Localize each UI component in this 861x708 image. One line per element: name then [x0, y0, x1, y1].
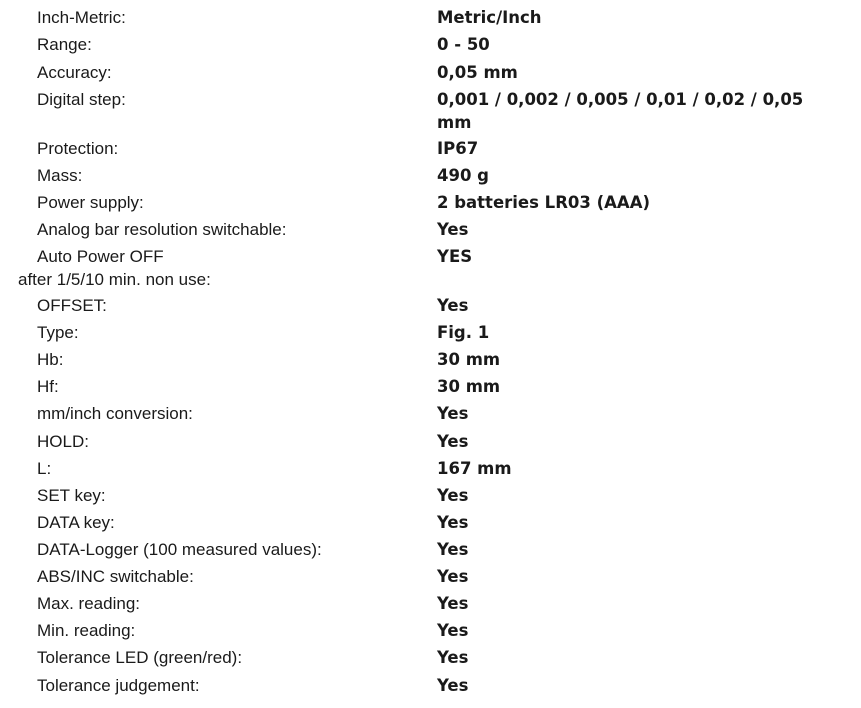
spec-label: Min. reading:: [37, 621, 136, 640]
spec-value: 30 mm: [437, 350, 501, 369]
spec-label: ABS/INC switchable:: [37, 567, 194, 586]
spec-value: IP67: [437, 139, 479, 158]
spec-value: 490 g: [437, 166, 489, 185]
spec-value: Yes: [437, 513, 469, 532]
spec-value: Yes: [437, 404, 469, 423]
spec-label: L:: [37, 459, 52, 478]
spec-label: DATA-Logger (100 measured values):: [37, 540, 322, 559]
spec-label: Mass:: [37, 166, 83, 185]
spec-value: Yes: [437, 432, 469, 451]
spec-label: Power supply:: [37, 193, 144, 212]
spec-value: Metric/Inch: [437, 8, 542, 27]
spec-value: Yes: [437, 540, 469, 559]
spec-value: Yes: [437, 296, 469, 315]
spec-value: Yes: [437, 621, 469, 640]
spec-value: 0 - 50: [437, 35, 490, 54]
spec-value: 0,001 / 0,002 / 0,005 / 0,01 / 0,02 / 0,05 mm: [437, 90, 804, 132]
spec-label: Max. reading:: [37, 594, 140, 613]
spec-value: YES: [437, 247, 473, 266]
spec-label: OFFSET:: [37, 296, 107, 315]
spec-value: Yes: [437, 648, 469, 667]
spec-label: Tolerance judgement:: [37, 676, 200, 695]
spec-label: mm/inch conversion:: [37, 404, 193, 423]
spec-label: Analog bar resolution switchable:: [37, 220, 287, 239]
spec-label: Hb:: [37, 350, 64, 369]
spec-value: Yes: [437, 676, 469, 695]
spec-label-line2: after 1/5/10 min. non use:: [18, 270, 211, 289]
spec-label: Tolerance LED (green/red):: [37, 648, 243, 667]
spec-label: Digital step:: [37, 90, 126, 109]
spec-label-line1: Auto Power OFF: [37, 247, 164, 266]
spec-value: Fig. 1: [437, 323, 490, 342]
spec-label: Range:: [37, 35, 92, 54]
spec-value: Yes: [437, 567, 469, 586]
spec-label: Accuracy:: [37, 63, 112, 82]
spec-label: SET key:: [37, 486, 106, 505]
spec-value: 30 mm: [437, 377, 501, 396]
spec-value: 167 mm: [437, 459, 512, 478]
spec-label: HOLD:: [37, 432, 89, 451]
spec-value: 2 batteries LR03 (AAA): [437, 193, 651, 212]
spec-value: Yes: [437, 220, 469, 239]
spec-label: Hf:: [37, 377, 59, 396]
spec-label: Type:: [37, 323, 79, 342]
spec-value: Yes: [437, 594, 469, 613]
spec-label: Protection:: [37, 139, 119, 158]
spec-label: DATA key:: [37, 513, 115, 532]
spec-value: 0,05 mm: [437, 63, 518, 82]
spec-value: Yes: [437, 486, 469, 505]
spec-label: [18, 245, 211, 291]
spec-label: Inch-Metric:: [37, 8, 126, 27]
